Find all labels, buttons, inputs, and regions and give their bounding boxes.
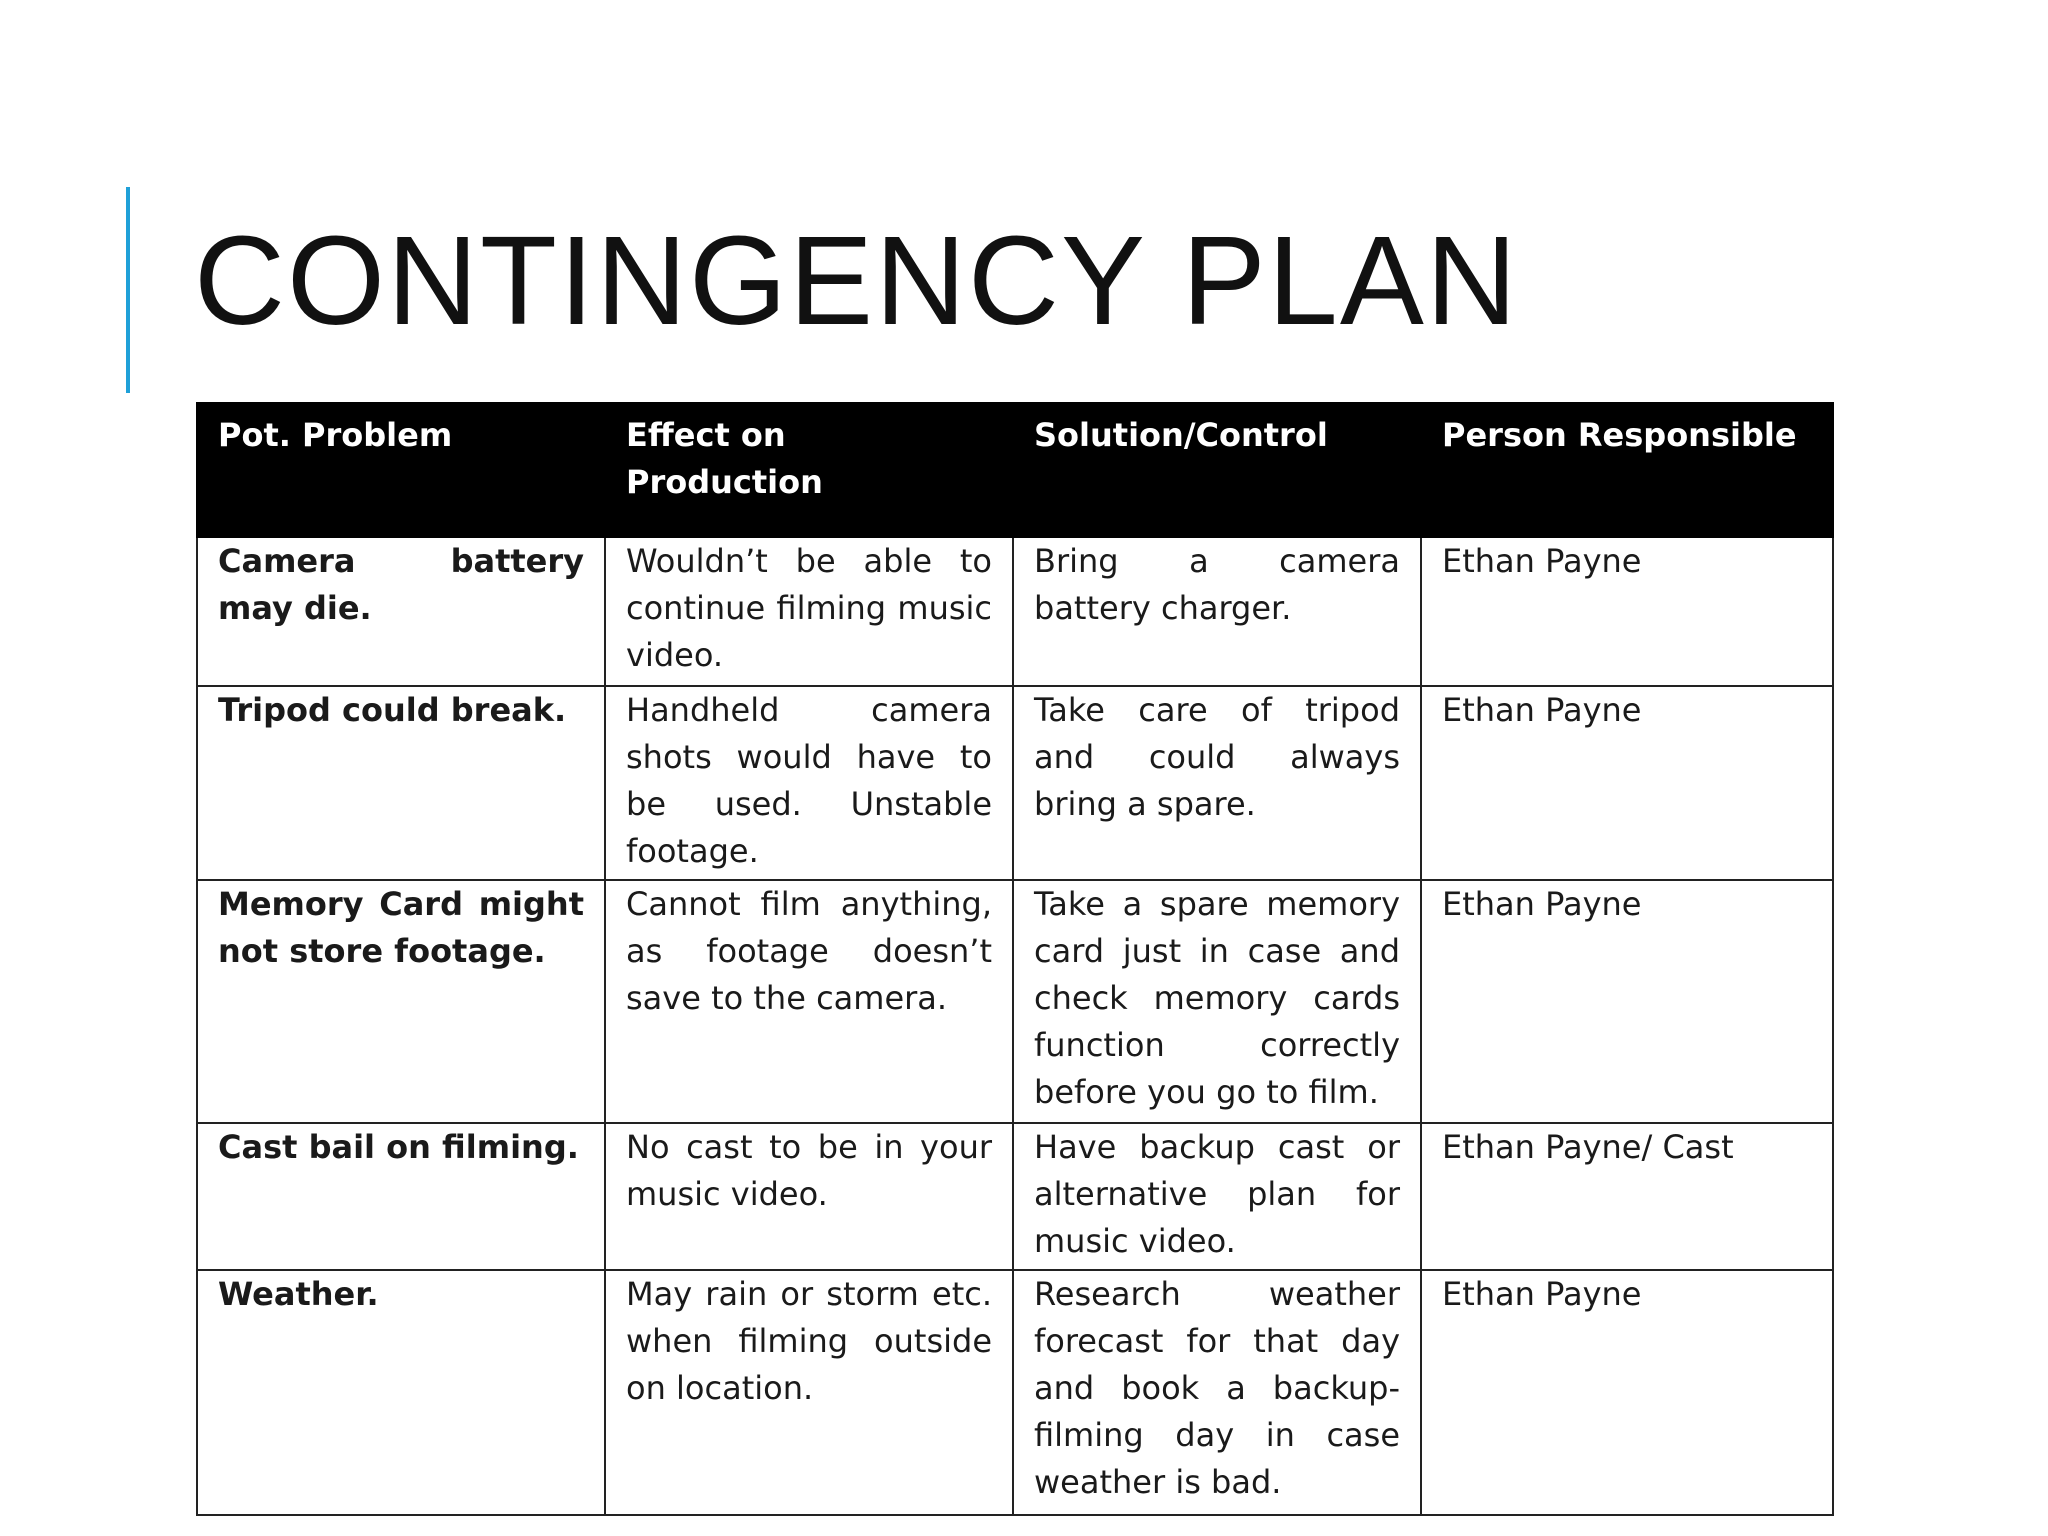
person-cell: Ethan Payne xyxy=(1421,1270,1833,1515)
table-row xyxy=(197,537,1833,686)
person-cell: Ethan Payne xyxy=(1421,686,1833,880)
problem-cell: Tripod could break. xyxy=(197,686,605,880)
person-cell: Ethan Payne xyxy=(1421,880,1833,1123)
problem-cell: Camera battery may die. xyxy=(197,537,605,686)
header-pot-problem: Pot. Problem xyxy=(197,403,605,537)
header-person-responsible: Person Responsible xyxy=(1421,403,1833,537)
person-cell: Ethan Payne xyxy=(1421,537,1833,686)
table-header-row xyxy=(197,403,1833,537)
solution-cell: Research weather forecast for that day and book a backup-filming day in case weather is bad. xyxy=(1013,1270,1421,1515)
effect-cell: Wouldn’t be able to continue filming music video. xyxy=(605,537,1013,686)
table-row xyxy=(197,1123,1833,1270)
header-solution-control: Solution/Control xyxy=(1013,403,1421,537)
title-accent-bar xyxy=(126,187,130,393)
solution-cell: Take care of tripod and could always bring a spare. xyxy=(1013,686,1421,880)
solution-cell: Have backup cast or alternative plan for music video. xyxy=(1013,1123,1421,1270)
problem-cell: Memory Card might not store footage. xyxy=(197,880,605,1123)
solution-cell: Take a spare memory card just in case and check memory cards function correctly before you go to film. xyxy=(1013,880,1421,1123)
header-effect-on-production: Effect on Production xyxy=(605,403,1013,537)
table-row xyxy=(197,686,1833,880)
solution-cell: Bring a camera battery charger. xyxy=(1013,537,1421,686)
effect-cell: Cannot film anything, as footage doesn’t save to the camera. xyxy=(605,880,1013,1123)
table-row xyxy=(197,880,1833,1123)
effect-cell: May rain or storm etc. when filming outside on location. xyxy=(605,1270,1013,1515)
contingency-table xyxy=(196,402,1834,1516)
problem-cell: Cast bail on filming. xyxy=(197,1123,605,1270)
table-row xyxy=(197,1270,1833,1515)
effect-cell: No cast to be in your music video. xyxy=(605,1123,1013,1270)
slide-title: CONTINGENCY PLAN xyxy=(194,210,1519,351)
problem-cell: Weather. xyxy=(197,1270,605,1515)
person-cell: Ethan Payne/ Cast xyxy=(1421,1123,1833,1270)
effect-cell: Handheld camera shots would have to be used. Unstable footage. xyxy=(605,686,1013,880)
